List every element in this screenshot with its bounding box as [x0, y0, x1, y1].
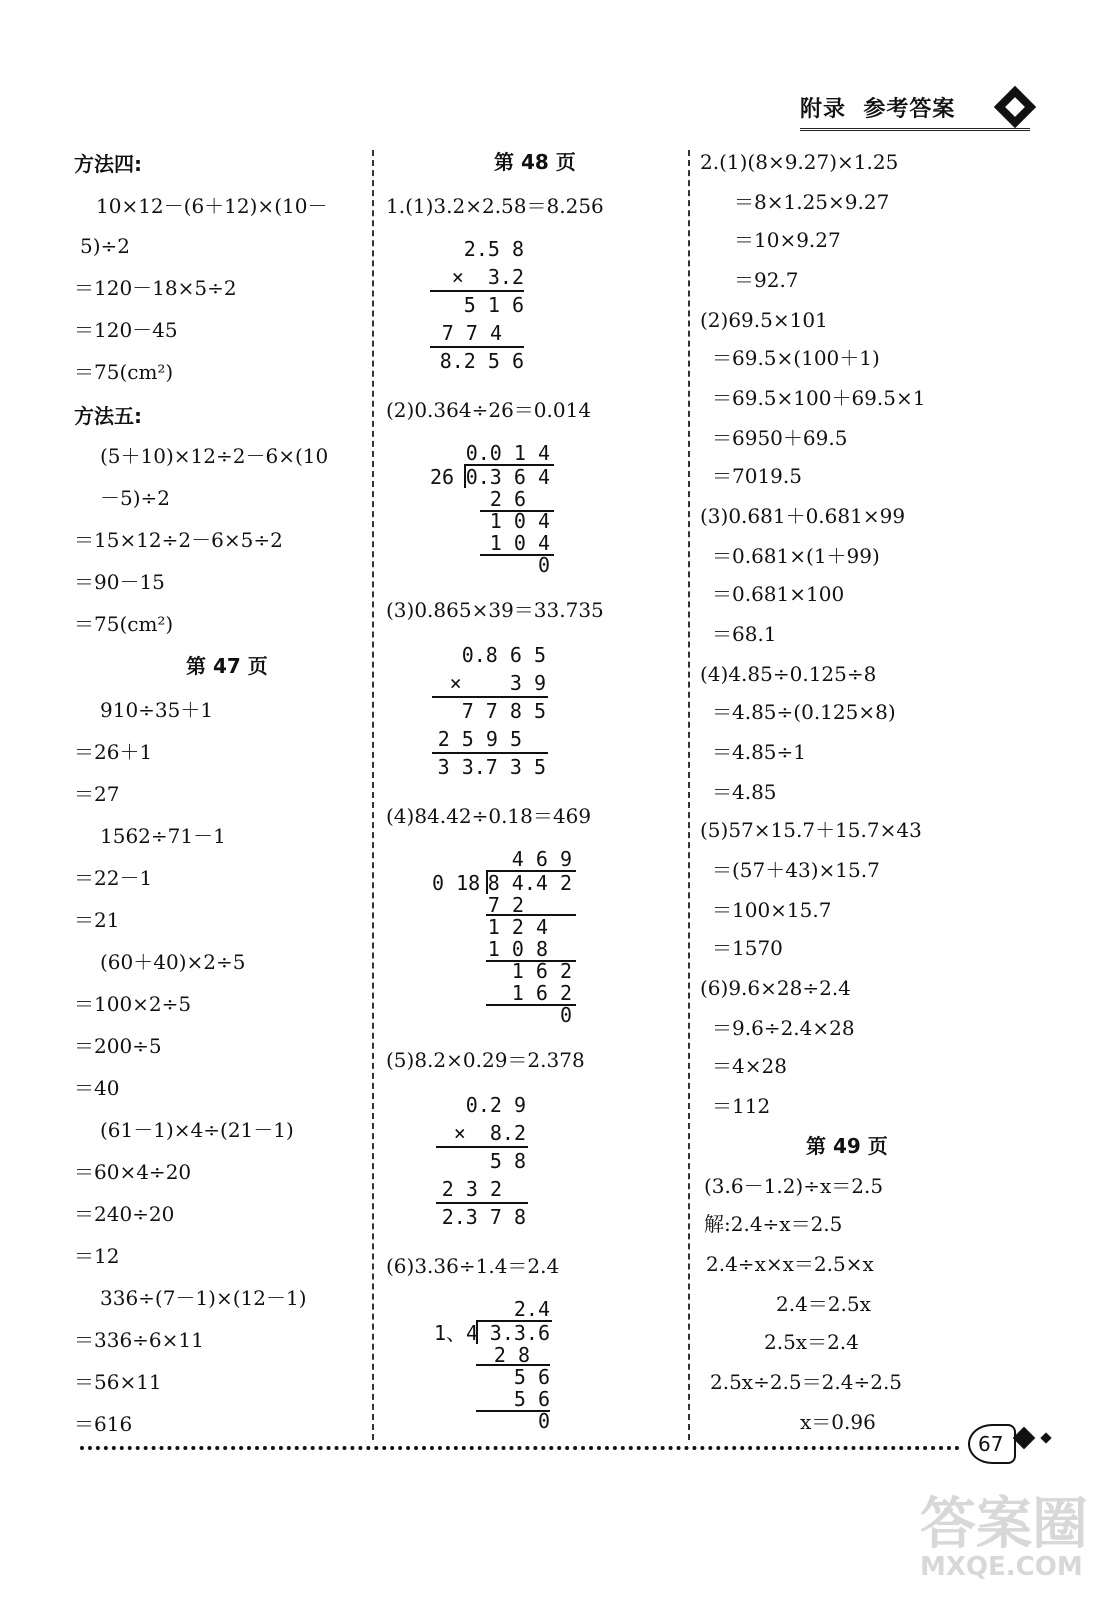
- equation-line: ＝15×12÷2－6×5÷2: [74, 528, 283, 552]
- problem-2-3: (3)0.681＋0.681×99: [700, 504, 906, 528]
- calc-row: 5 1 6: [463, 293, 524, 317]
- calc-row: 4 6 9: [511, 847, 572, 871]
- calc-row: 0: [559, 1003, 572, 1027]
- calc-row: 7 7 8 5: [461, 699, 546, 723]
- equation-line: (60＋40)×2÷5: [100, 950, 246, 974]
- calc-row: 1 0 4: [489, 509, 550, 533]
- calc-row: 0: [537, 1409, 550, 1433]
- equation-line: (61－1)×4÷(21－1): [100, 1118, 294, 1142]
- equation-line: ＝616: [74, 1412, 133, 1436]
- equation-line: ＝200÷5: [74, 1034, 162, 1058]
- equation-line: ＝90－15: [74, 570, 165, 594]
- calc-row: 2.5 8: [463, 237, 524, 261]
- equation-line: ＝(57＋43)×15.7: [712, 858, 880, 882]
- equation-line: ＝27: [74, 782, 120, 806]
- equation-line: ＝60×4÷20: [74, 1160, 192, 1184]
- page-number: 67: [978, 1432, 1004, 1456]
- equation-line: 336÷(7－1)×(12－1): [100, 1286, 307, 1310]
- vertical-multiplication-3: [430, 644, 560, 784]
- diamond-icon: [1013, 1427, 1036, 1450]
- long-division-4: [432, 848, 582, 1028]
- calc-row: 3.3.6: [489, 1321, 550, 1345]
- calc-row: 7 2: [487, 893, 524, 917]
- calc-row: 1、4: [434, 1321, 479, 1345]
- calc-row: 1 0 4: [489, 531, 550, 555]
- equation-line: ＝336÷6×11: [74, 1328, 204, 1352]
- heading-method-5: 方法五:: [74, 404, 142, 428]
- calc-row: 7 7 4: [441, 321, 502, 345]
- problem-1-4: (4)84.42÷0.18＝469: [386, 804, 592, 828]
- equation-line: (5＋10)×12÷2－6×(10: [100, 444, 329, 468]
- equation-line: 解:2.4÷x＝2.5: [704, 1212, 843, 1236]
- equation-line: ＝0.681×(1＋99): [712, 544, 880, 568]
- calc-row: 2 3 2: [441, 1177, 502, 1201]
- calc-row: 0 18: [432, 871, 481, 895]
- equation-line: 1562÷71－1: [100, 824, 226, 848]
- calc-row: × 8.2: [453, 1121, 526, 1145]
- header-rule: [800, 128, 1030, 131]
- equation-line: ＝69.5×(100＋1): [712, 346, 880, 370]
- calc-row: 1 6 2: [511, 981, 572, 1005]
- equation-line: 2.4＝2.5x: [776, 1292, 871, 1316]
- equation-line: －5)÷2: [100, 486, 171, 510]
- calc-rule: [436, 1202, 528, 1204]
- equation-line: ＝56×11: [74, 1370, 162, 1394]
- equation-line: 2.5x÷2.5＝2.4÷2.5: [710, 1370, 903, 1394]
- calc-row: 2.4: [513, 1297, 550, 1321]
- equation-line: ＝75(cm²): [74, 612, 174, 636]
- equation-line: ＝4×28: [712, 1054, 787, 1078]
- calc-row: 2 6: [489, 487, 526, 511]
- heading-page-48: 第 48 页: [494, 150, 576, 174]
- equation-line: ＝26＋1: [74, 740, 153, 764]
- vertical-multiplication-5: [430, 1094, 540, 1234]
- column-divider-2: [688, 150, 690, 1440]
- calc-row: 26: [430, 465, 455, 489]
- long-division-6: [434, 1298, 564, 1438]
- watermark: [900, 1480, 1100, 1590]
- calc-rule: [436, 1146, 528, 1148]
- equation-line: ＝10×9.27: [734, 228, 841, 252]
- watermark-logo-text: 答案圈: [920, 1492, 1088, 1557]
- calc-row: 0.0 1 4: [465, 441, 550, 465]
- footer-dotted-rule: [80, 1446, 960, 1450]
- calc-row: 0.2 9: [465, 1093, 526, 1117]
- equation-line: ＝12: [74, 1244, 120, 1268]
- long-division-2: [430, 442, 560, 582]
- calc-rule: [432, 752, 548, 754]
- equation-line: ＝7019.5: [712, 464, 802, 488]
- equation-line: ＝21: [74, 908, 120, 932]
- equation-line: 910÷35＋1: [100, 698, 214, 722]
- equation-line: ＝6950＋69.5: [712, 426, 848, 450]
- header-diamond-icon: [994, 86, 1036, 128]
- equation-line: ＝22－1: [74, 866, 153, 890]
- equation-line: ＝8×1.25×9.27: [734, 190, 890, 214]
- equation-line: x＝0.96: [800, 1410, 876, 1434]
- calc-row: 2 5 9 5: [437, 727, 522, 751]
- calc-row: 2 8: [493, 1343, 530, 1367]
- calc-row: 3 3.7 3 5: [437, 755, 546, 779]
- problem-1-3: (3)0.865×39＝33.735: [386, 598, 604, 622]
- calc-row: 8.2 5 6: [439, 349, 524, 373]
- equation-line: (3.6－1.2)÷x＝2.5: [704, 1174, 884, 1198]
- equation-line: ＝120－45: [74, 318, 178, 342]
- vertical-multiplication-1: [424, 238, 534, 378]
- calc-row: × 3.2: [451, 265, 524, 289]
- equation-line: ＝9.6÷2.4×28: [712, 1016, 855, 1040]
- calc-row: 0: [537, 553, 550, 577]
- problem-1-5: (5)8.2×0.29＝2.378: [386, 1048, 585, 1072]
- equation-line: ＝4.85÷(0.125×8): [712, 700, 896, 724]
- equation-line: ＝92.7: [734, 268, 799, 292]
- equation-line: ＝40: [74, 1076, 120, 1100]
- equation-line: ＝100×2÷5: [74, 992, 192, 1016]
- equation-line: ＝75(cm²): [74, 360, 174, 384]
- equation-line: 2.5x＝2.4: [764, 1330, 859, 1354]
- problem-1-2: (2)0.364÷26＝0.014: [386, 398, 592, 422]
- calc-row: 1 2 4: [487, 915, 548, 939]
- calc-row: 5 6: [513, 1387, 550, 1411]
- problem-1-1: 1.(1)3.2×2.58＝8.256: [386, 194, 604, 218]
- problem-2-5: (5)57×15.7＋15.7×43: [700, 818, 922, 842]
- problem-2-6: (6)9.6×28÷2.4: [700, 976, 851, 1000]
- problem-1-6: (6)3.36÷1.4＝2.4: [386, 1254, 560, 1278]
- calc-row: 8 4.4 2: [487, 871, 572, 895]
- equation-line: ＝69.5×100＋69.5×1: [712, 386, 926, 410]
- problem-2-2: (2)69.5×101: [700, 308, 828, 332]
- calc-rule: [432, 696, 548, 698]
- equation-line: ＝4.85: [712, 780, 777, 804]
- equation-line: 5)÷2: [80, 234, 131, 258]
- equation-line: ＝0.681×100: [712, 582, 845, 606]
- column-divider-1: [372, 150, 374, 1440]
- small-diamond-icon: [1040, 1432, 1051, 1443]
- equation-line: ＝100×15.7: [712, 898, 832, 922]
- equation-line: 10×12－(6＋12)×(10－: [96, 194, 328, 218]
- page-number-badge: [968, 1424, 1016, 1464]
- calc-rule: [430, 290, 524, 292]
- calc-row: 0.8 6 5: [461, 643, 546, 667]
- equation-line: ＝240÷20: [74, 1202, 175, 1226]
- watermark-url: MXQE.COM: [920, 1552, 1083, 1582]
- calc-rule: [430, 346, 524, 348]
- equation-line: ＝68.1: [712, 622, 777, 646]
- problem-2-1: 2.(1)(8×9.27)×1.25: [700, 150, 899, 174]
- calc-row: 5 6: [513, 1365, 550, 1389]
- calc-row: × 3 9: [449, 671, 546, 695]
- calc-row: 0.3 6 4: [465, 465, 550, 489]
- header-title: 附录 参考答案: [800, 97, 956, 122]
- calc-row: 1 6 2: [511, 959, 572, 983]
- heading-page-49: 第 49 页: [806, 1134, 888, 1158]
- problem-2-4: (4)4.85÷0.125÷8: [700, 662, 877, 686]
- page-header: [800, 92, 1040, 132]
- calc-row: 1 0 8: [487, 937, 548, 961]
- calc-row: 5 8: [489, 1149, 526, 1173]
- equation-line: 2.4÷x×x＝2.5×x: [706, 1252, 874, 1276]
- equation-line: ＝112: [712, 1094, 771, 1118]
- heading-page-47: 第 47 页: [186, 654, 268, 678]
- equation-line: ＝1570: [712, 936, 783, 960]
- heading-method-4: 方法四:: [74, 152, 142, 176]
- calc-row: 2.3 7 8: [441, 1205, 526, 1229]
- equation-line: ＝120－18×5÷2: [74, 276, 237, 300]
- equation-line: ＝4.85÷1: [712, 740, 807, 764]
